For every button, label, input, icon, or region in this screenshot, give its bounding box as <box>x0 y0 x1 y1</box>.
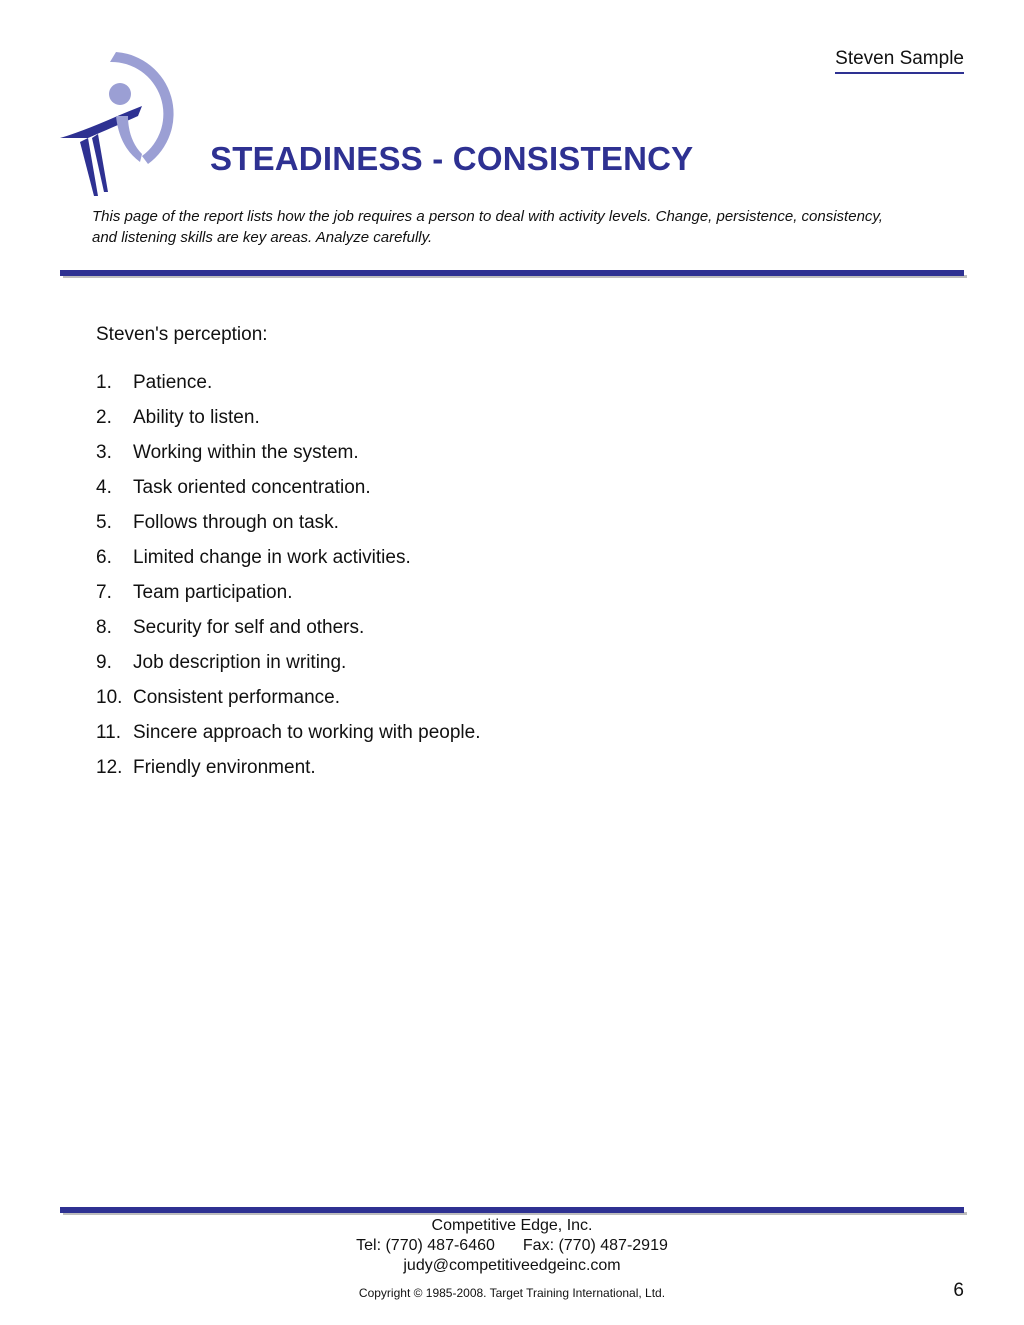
list-item <box>96 580 480 615</box>
list-item <box>96 510 480 545</box>
list-item <box>96 685 480 720</box>
list-item-text: Job description in writing. <box>133 652 347 673</box>
list-item <box>96 475 480 510</box>
footer-tel: Tel: (770) 487-6460 <box>356 1237 495 1254</box>
list-item-number: 11. <box>96 722 122 743</box>
list-item-number: 8. <box>96 617 112 638</box>
list-item-number: 4. <box>96 477 112 498</box>
list-item <box>96 650 480 685</box>
list-item-number: 9. <box>96 652 112 673</box>
perception-list <box>96 370 480 790</box>
list-item-text: Friendly environment. <box>133 757 316 778</box>
footer-divider <box>60 1207 964 1213</box>
perception-label: Steven's perception: <box>96 324 268 345</box>
footer-contact <box>0 1237 1024 1255</box>
list-item <box>96 755 480 790</box>
list-item-text: Patience. <box>133 372 213 393</box>
page-number: 6 <box>953 1280 964 1301</box>
list-item <box>96 545 480 580</box>
list-item-number: 10. <box>96 687 123 708</box>
list-item-number: 1. <box>96 372 112 393</box>
list-item-number: 6. <box>96 547 112 568</box>
list-item <box>96 720 480 755</box>
list-item-number: 3. <box>96 442 112 463</box>
report-owner-name: Steven Sample <box>835 48 964 74</box>
list-item-text: Task oriented concentration. <box>133 477 371 498</box>
list-item <box>96 615 480 650</box>
tti-logo-icon <box>58 46 183 196</box>
list-item-text: Consistent performance. <box>133 687 340 708</box>
list-item <box>96 440 480 475</box>
list-item-text: Team participation. <box>133 582 293 603</box>
copyright-notice: Copyright © 1985-2008. Target Training International, Ltd. <box>358 1286 666 1300</box>
footer-fax: Fax: (770) 487-2919 <box>522 1237 668 1254</box>
list-item-number: 12. <box>96 757 123 778</box>
list-item-number: 5. <box>96 512 112 533</box>
list-item-text: Working within the system. <box>133 442 359 463</box>
list-item-text: Follows through on task. <box>133 512 339 533</box>
list-item-text: Limited change in work activities. <box>133 547 411 568</box>
list-item-text: Sincere approach to working with people. <box>133 722 481 743</box>
list-item <box>96 405 480 440</box>
list-item-text: Security for self and others. <box>133 617 365 638</box>
list-item <box>96 370 480 405</box>
list-item-number: 7. <box>96 582 112 603</box>
divider <box>60 270 964 276</box>
list-item-number: 2. <box>96 407 112 428</box>
page-title: STEADINESS - CONSISTENCY <box>210 140 694 177</box>
footer-company: Competitive Edge, Inc. <box>431 1217 593 1234</box>
list-item-text: Ability to listen. <box>133 407 260 428</box>
intro-paragraph: This page of the report lists how the job requires a person to deal with activity levels. Change, persistence, consistency, and listening skills are key areas. Analyze carefully. <box>92 208 883 246</box>
footer-email[interactable]: judy@competitiveedgeinc.com <box>403 1257 621 1274</box>
